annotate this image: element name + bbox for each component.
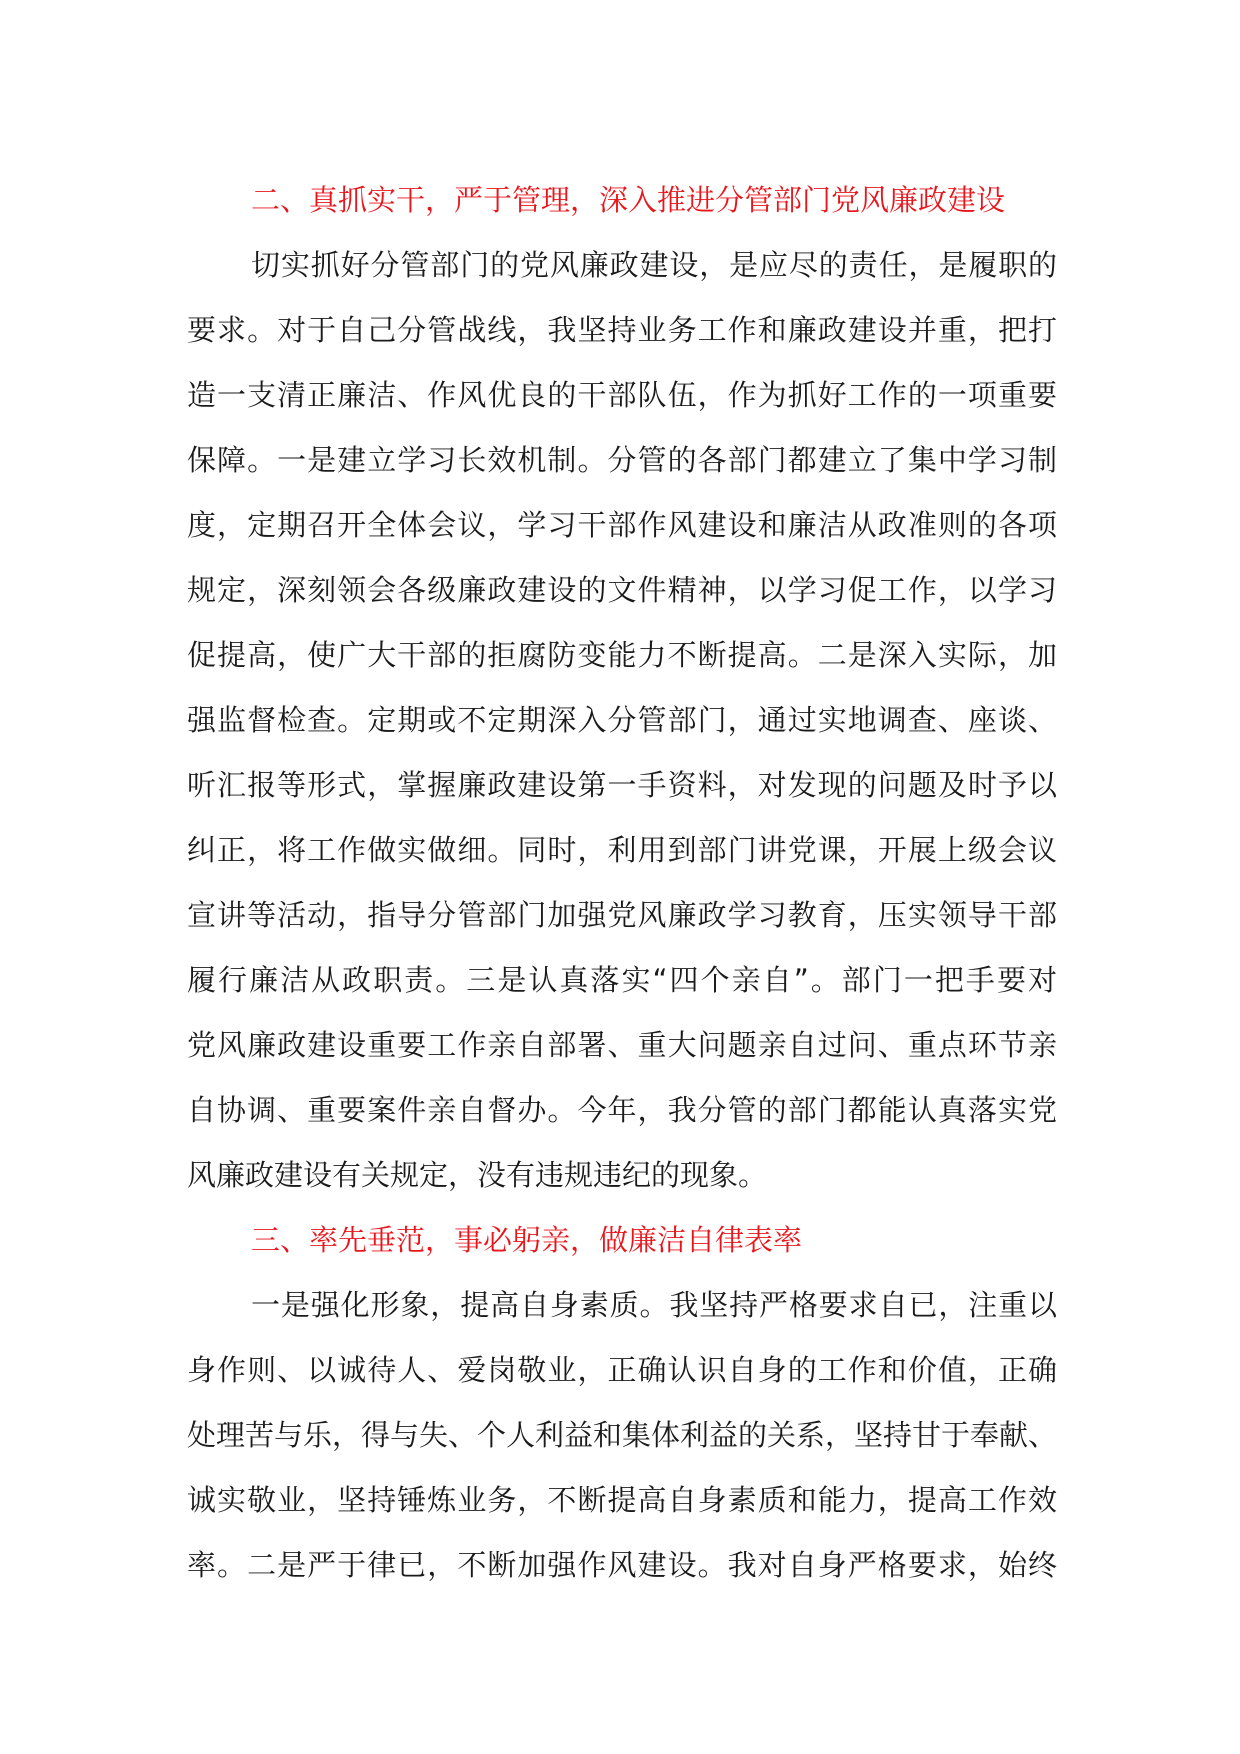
paragraph-line: 率。二是严于律已，不断加强作风建设。我对自身严格要求，始终	[187, 1548, 1057, 1582]
document-body	[187, 168, 1057, 1598]
paragraph-line: 保障。一是建立学习长效机制。分管的各部门都建立了集中学习制	[187, 443, 1057, 477]
paragraph-line: 强监督检查。定期或不定期深入分管部门，通过实地调查、座谈、	[187, 703, 1057, 737]
paragraph-line: 造一支清正廉洁、作风优良的干部队伍，作为抓好工作的一项重要	[187, 378, 1057, 412]
paragraph-line: 促提高，使广大干部的拒腐防变能力不断提高。二是深入实际，加	[187, 638, 1057, 672]
paragraph-line: 听汇报等形式，掌握廉政建设第一手资料，对发现的问题及时予以	[187, 768, 1057, 802]
paragraph-line: 切实抓好分管部门的党风廉政建设，是应尽的责任，是履职的	[251, 248, 1057, 282]
paragraph-line: 宣讲等活动，指导分管部门加强党风廉政学习教育，压实领导干部	[187, 898, 1057, 932]
paragraph-line: 诚实敬业，坚持锤炼业务，不断提高自身素质和能力，提高工作效	[187, 1483, 1057, 1517]
paragraph-line: 要求。对于自己分管战线，我坚持业务工作和廉政建设并重，把打	[187, 313, 1057, 347]
section-heading-2: 二、真抓实干，严于管理，深入推进分管部门党风廉政建设	[251, 183, 1006, 217]
paragraph-line: 党风廉政建设重要工作亲自部署、重大问题亲自过问、重点环节亲	[187, 1028, 1057, 1062]
paragraph-line: 规定，深刻领会各级廉政建设的文件精神，以学习促工作，以学习	[187, 573, 1057, 607]
paragraph-line: 处理苦与乐，得与失、个人利益和集体利益的关系，坚持甘于奉献、	[187, 1418, 1058, 1452]
paragraph-line: 自协调、重要案件亲自督办。今年，我分管的部门都能认真落实党	[187, 1093, 1057, 1127]
paragraph-line: 身作则、以诚待人、爱岗敬业，正确认识自身的工作和价值，正确	[187, 1353, 1057, 1387]
paragraph-line: 度，定期召开全体会议，学习干部作风建设和廉洁从政准则的各项	[187, 508, 1057, 542]
paragraph-line: 风廉政建设有关规定，没有违规违纪的现象。	[187, 1158, 768, 1192]
paragraph-line: 一是强化形象，提高自身素质。我坚持严格要求自已，注重以	[251, 1288, 1057, 1322]
paragraph-line: 纠正，将工作做实做细。同时，利用到部门讲党课，开展上级会议	[187, 833, 1057, 867]
paragraph-line: 履行廉洁从政职责。三是认真落实“四个亲自”。部门一把手要对	[187, 963, 1057, 997]
section-heading-3: 三、率先垂范，事必躬亲，做廉洁自律表率	[251, 1223, 803, 1257]
